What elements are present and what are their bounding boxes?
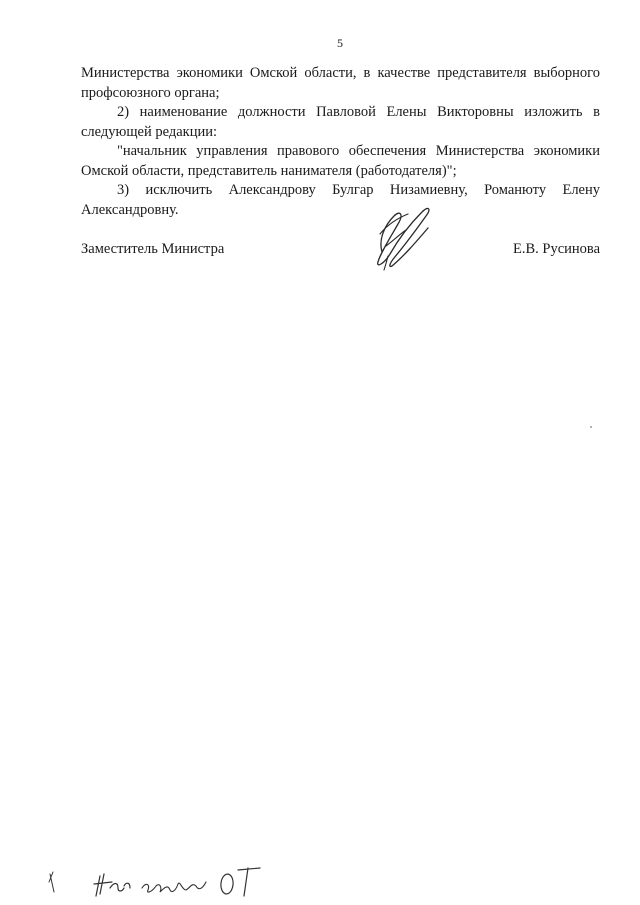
paragraph-item-3: 3) исключить Александрову Булгар Низамиевну, Романюту Елену Александровну. <box>81 182 600 218</box>
paragraph-continuation-end: профсоюзного органа; <box>81 84 220 101</box>
paragraph-continuation <box>81 64 600 84</box>
paragraph-item-2: 2) наименование должности Павловой Елены Викторовны изложить в следующей редакции: <box>81 104 600 140</box>
document-body <box>81 64 600 220</box>
scan-speck <box>590 426 592 428</box>
signatory-role: Заместитель Министра <box>81 241 225 257</box>
signature-icon <box>360 194 450 274</box>
page-number: 5 <box>337 36 343 50</box>
paragraph-new-wording: "начальник управления правового обеспечения Министерства экономики Омской области, представитель нанимателя (работодателя)"; <box>81 143 600 179</box>
paragraph-continuation-line1: Министерства экономики Омской области, в качестве представителя выборного <box>81 65 600 81</box>
handwritten-note-icon <box>38 852 288 900</box>
signatory-name: Е.В. Русинова <box>512 241 600 257</box>
